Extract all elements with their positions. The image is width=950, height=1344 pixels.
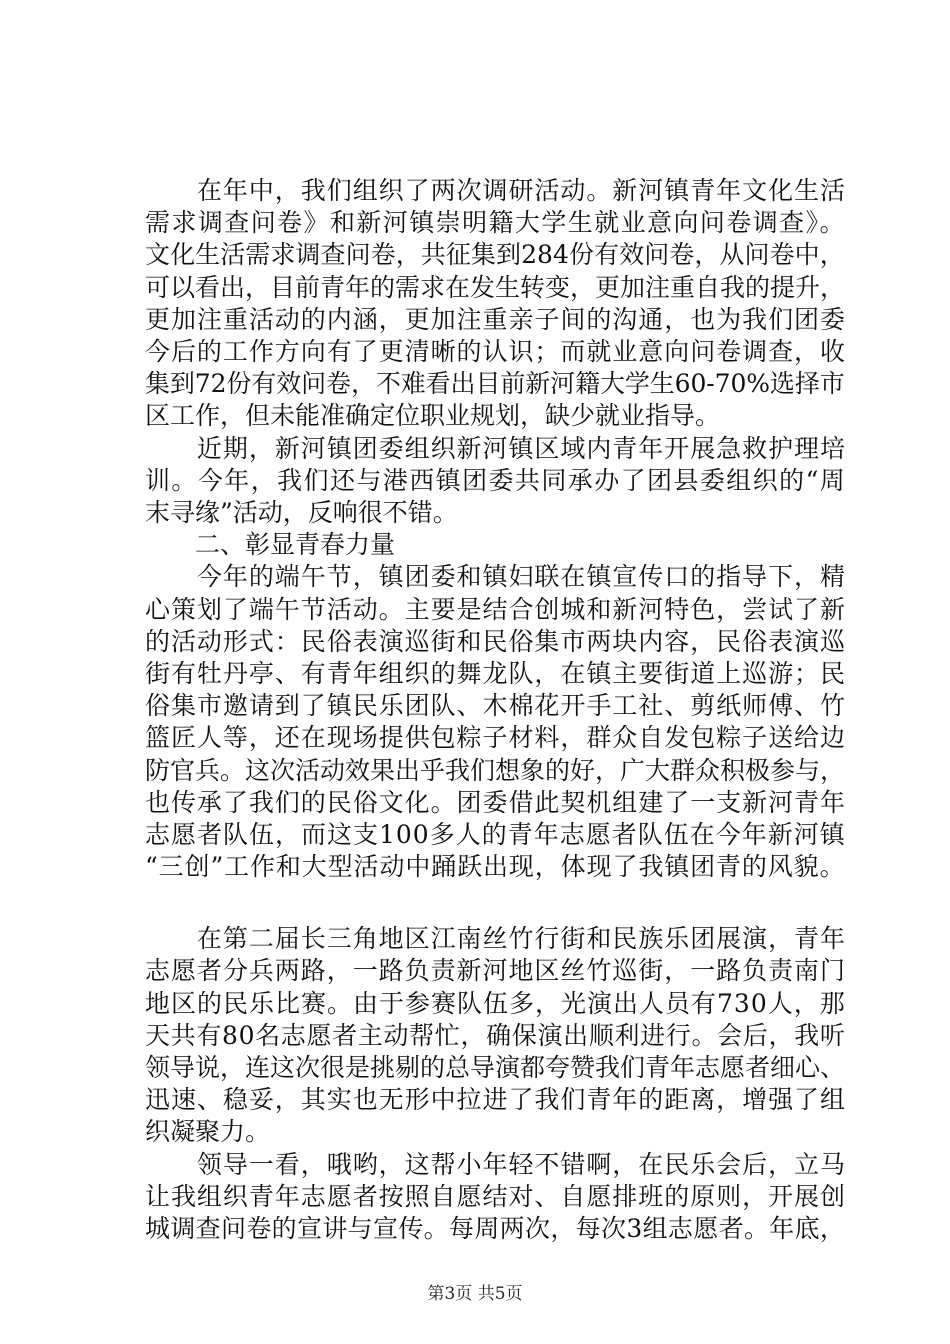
text-line: 今后的工作方向有了更清晰的认识；而就业意向问卷调查，收 (145, 337, 846, 366)
text-line: 防官兵。这次活动效果出乎我们想象的好，广大群众积极参与， (145, 756, 846, 785)
text-line: 迅速、稳妥，其实也无形中拉进了我们青年的距离，增强了组 (145, 1085, 846, 1114)
text-line: 集到72份有效问卷，不难看出目前新河籍大学生60-70%选择市 (145, 369, 845, 398)
text-line: 的活动形式：民俗表演巡街和民俗集市两块内容，民俗表演巡 (145, 627, 846, 656)
text-line: 志愿者队伍，而这支100多人的青年志愿者队伍在今年新河镇 (145, 820, 846, 849)
text-line: 志愿者分兵两路，一路负责新河地区丝竹巡街，一路负责南门 (145, 956, 846, 985)
text-line: 可以看出，目前青年的需求在发生转变，更加注重自我的提升， (145, 273, 846, 302)
page-footer: 第3页 共5页 (427, 1284, 523, 1304)
text-line: 地区的民乐比赛。由于参赛队伍多，光演出人员有730人，那 (145, 989, 846, 1018)
text-line: 篮匠人等，还在现场提供包粽子材料，群众自发包粽子送给边 (145, 723, 846, 752)
text-line: 城调查问卷的宣讲与宣传。每周两次，每次3组志愿者。年底， (145, 1214, 846, 1243)
text-line: 天共有80名志愿者主动帮忙，确保演出顺利进行。会后，我听 (145, 1021, 846, 1050)
text-line: 让我组织青年志愿者按照自愿结对、自愿排班的原则，开展创 (145, 1182, 846, 1211)
text-line: 训。今年，我们还与港西镇团委共同承办了团县委组织的“周 (145, 466, 847, 495)
text-line: 区工作，但未能准确定位职业规划，缺少就业指导。 (145, 401, 721, 430)
text-line: 更加注重活动的内涵，更加注重亲子间的沟通，也为我们团委 (145, 305, 846, 334)
text-line: “三创”工作和大型活动中踊跃出现，体现了我镇团青的风貌。 (145, 852, 846, 881)
text-line: 街有牡丹亭、有青年组织的舞龙队，在镇主要街道上巡游；民 (145, 659, 846, 688)
text-line: 在第二届长三角地区江南丝竹行街和民族乐团展演，青年 (145, 924, 846, 953)
section-heading: 二、彰显青春力量 (145, 530, 396, 559)
text-line: 今年的端午节，镇团委和镇妇联在镇宣传口的指导下，精 (145, 562, 846, 591)
text-line: 俗集市邀请到了镇民乐团队、木棉花开手工社、剪纸师傅、竹 (145, 691, 846, 720)
text-line: 织凝聚力。 (145, 1117, 271, 1146)
text-line: 在年中，我们组织了两次调研活动。新河镇青年文化生活 (145, 176, 846, 205)
text-line: 领导说，连这次很是挑剔的总导演都夸赞我们青年志愿者细心、 (145, 1053, 846, 1082)
text-line: 文化生活需求调查问卷，共征集到284份有效问卷，从问卷中， (145, 240, 845, 269)
text-line: 需求调查问卷》和新河镇崇明籍大学生就业意向问卷调查》。 (145, 208, 846, 237)
text-line: 也传承了我们的民俗文化。团委借此契机组建了一支新河青年 (145, 788, 846, 817)
text-line: 心策划了端午节活动。主要是结合创城和新河特色，尝试了新 (145, 595, 846, 624)
text-line: 末寻缘”活动，反响很不错。 (145, 498, 458, 527)
text-line: 领导一看，哦哟，这帮小年轻不错啊，在民乐会后，立马 (145, 1150, 846, 1179)
text-line: 近期，新河镇团委组织新河镇区域内青年开展急救护理培 (145, 434, 846, 463)
